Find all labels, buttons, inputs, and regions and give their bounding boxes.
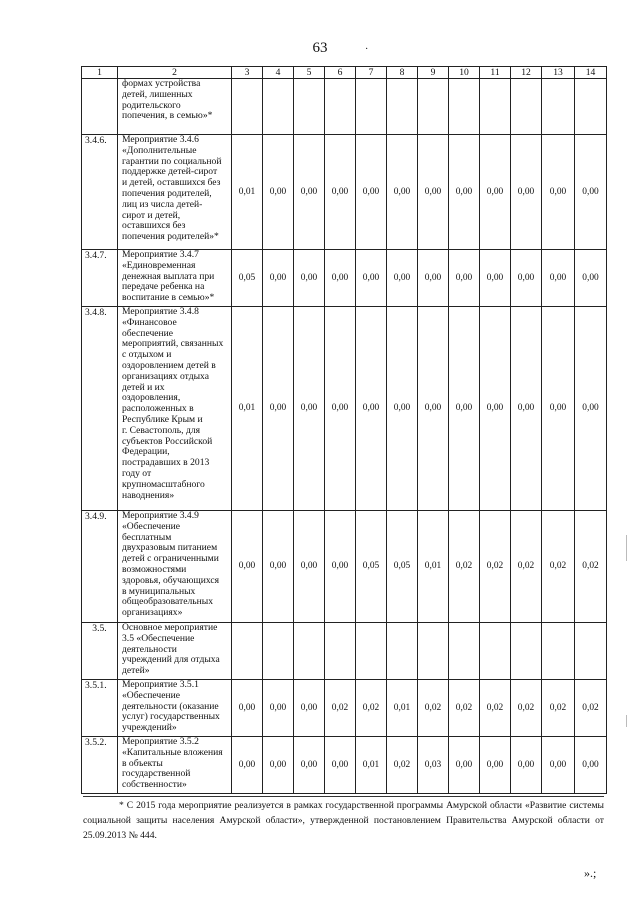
row-name-line: двухразовым питанием [122,542,218,554]
page-mark: · [365,44,369,55]
row-name-line: Республике Крым и [122,413,203,425]
row-code: 3.5.1. [82,680,118,737]
row-value: 0,02 [575,511,607,623]
row-value [542,79,575,135]
column-header: 5 [294,67,325,79]
row-name-line: здоровья, обучающихся [122,574,220,586]
row-name [118,511,232,623]
row-value: 0,00 [511,307,542,511]
program-table [81,66,607,794]
row-value: 0,00 [294,511,325,623]
row-value: 0,05 [232,250,263,307]
row-value: 0,00 [294,307,325,511]
row-value: 0,00 [294,680,325,737]
table-row [82,680,607,737]
row-value: 0,00 [387,307,418,511]
row-name-line: попечения родителей»* [122,231,219,243]
row-value: 0,00 [263,737,294,794]
row-value: 0,00 [542,135,575,250]
row-value: 0,00 [294,135,325,250]
row-name-line: пострадавших в 2013 [122,457,210,469]
row-name [118,680,232,737]
row-value: 0,00 [575,135,607,250]
row-name-line: формах устройства [122,78,201,89]
closing-semicolon: ; [593,866,597,880]
row-name-line: г. Севастополь, для [122,424,201,436]
column-header: 14 [575,67,607,79]
column-header: 9 [418,67,449,79]
footnote-text: * С 2015 года мероприятие реализуется в рамках государственной программы Амурской области «Развитие системы социальной защиты населения Амурской области», утвержденной постановлением Правительства Амурской области от 25.09.2013 № 444. [83,800,604,842]
row-value [356,623,387,680]
row-name-line: детей, лишенных [122,88,193,100]
row-name-line: родительского [122,99,181,111]
row-name-line: услуг) государственных [122,711,220,723]
table-row [82,79,607,135]
row-name-line: возможностями [122,563,187,575]
row-name-line: организациях» [122,607,183,619]
row-value [542,623,575,680]
column-header: 8 [387,67,418,79]
row-value: 0,01 [418,511,449,623]
row-name-line: Федерации, [122,446,170,458]
row-name-line: Основное мероприятие [122,622,218,633]
table-body [82,79,607,794]
footnote-divider [83,796,604,797]
row-value: 0,00 [294,737,325,794]
row-name-line: детей и их [122,381,165,393]
row-value: 0,02 [542,511,575,623]
table-row [82,623,607,680]
row-value: 0,00 [232,511,263,623]
row-name-line: оздоровлением детей в [122,359,216,371]
row-value: 0,00 [356,250,387,307]
row-value: 0,00 [575,250,607,307]
edge-mark [626,715,627,727]
row-value: 0,02 [449,511,480,623]
row-value: 0,00 [449,250,480,307]
row-value [387,79,418,135]
row-name-line: Мероприятие 3.4.6 [122,134,199,145]
row-value: 0,02 [480,511,511,623]
footnote [83,798,604,844]
row-name-line: Мероприятие 3.4.7 [122,249,199,260]
row-value: 0,00 [449,135,480,250]
row-value: 0,00 [356,307,387,511]
row-value: 0,00 [418,135,449,250]
row-value [232,623,263,680]
row-name-line: собственности» [122,779,187,791]
row-value [356,79,387,135]
row-value: 0,00 [480,307,511,511]
row-name [118,737,232,794]
row-value: 0,00 [418,307,449,511]
row-name-line: оставшихся без [122,220,186,232]
row-value [325,79,356,135]
row-name-line: передаче ребенка на [122,281,205,293]
row-name [118,135,232,250]
row-name-line: поддержке детей-сирот [122,166,218,178]
column-header: 12 [511,67,542,79]
row-name [118,79,232,135]
row-name-line: в муниципальных [122,585,196,597]
row-name-line: сирот и детей, [122,209,181,221]
row-value: 0,00 [294,250,325,307]
row-value: 0,00 [449,737,480,794]
row-value: 0,00 [325,307,356,511]
row-value [232,79,263,135]
column-header: 1 [82,67,118,79]
row-code: 3.5.2. [82,737,118,794]
row-value: 0,00 [480,250,511,307]
row-code: 3.5. [82,623,118,680]
row-name-line: лиц из числа детей- [122,198,203,210]
row-value: 0,02 [325,680,356,737]
row-value [575,623,607,680]
closing-quote: ». [584,866,593,880]
row-value: 0,00 [263,250,294,307]
row-value: 0,00 [542,307,575,511]
row-value [511,623,542,680]
column-header: 6 [325,67,356,79]
row-value [294,79,325,135]
row-value [480,623,511,680]
row-name-line: организациях отдыха [122,370,209,382]
row-value: 0,02 [575,680,607,737]
row-name-line: «Единовременная [122,259,196,271]
row-name-line: Мероприятие 3.4.9 [122,510,199,521]
row-name-line: Мероприятие 3.5.1 [122,679,199,690]
row-name-line: детей с ограниченными [122,553,219,565]
row-value: 0,00 [263,135,294,250]
row-code: 3.4.6. [82,135,118,250]
row-value: 0,02 [418,680,449,737]
row-name-line: гарантии по социальной [122,155,222,167]
row-name-line: общеобразовательных [122,596,213,608]
row-name-line: детей» [122,665,150,677]
row-name-line: 3.5 «Обеспечение [122,632,195,644]
row-name [118,307,232,511]
row-value: 0,00 [263,511,294,623]
row-name-line: «Дополнительные [122,144,197,156]
row-value: 0,00 [356,135,387,250]
row-value [294,623,325,680]
row-value: 0,02 [511,511,542,623]
row-value: 0,00 [449,307,480,511]
row-value: 0,03 [418,737,449,794]
row-value: 0,00 [418,250,449,307]
row-name-line: мероприятий, связанных [122,338,224,350]
row-value: 0,00 [575,737,607,794]
row-value: 0,01 [356,737,387,794]
row-value: 0,00 [325,135,356,250]
row-value [449,79,480,135]
row-value [418,79,449,135]
table-row [82,250,607,307]
row-name [118,623,232,680]
row-value: 0,00 [542,737,575,794]
row-value: 0,02 [449,680,480,737]
row-code: 3.4.8. [82,307,118,511]
row-value: 0,00 [263,680,294,737]
row-code: 3.4.9. [82,511,118,623]
row-name-line: учреждений для отдыха [122,654,220,666]
table-row [82,737,607,794]
row-value: 0,00 [232,737,263,794]
row-value: 0,01 [387,680,418,737]
row-code: 3.4.7. [82,250,118,307]
row-name-line: попечения родителей, [122,187,212,199]
row-value [387,623,418,680]
row-name-line: и детей, оставшихся без [122,177,221,189]
row-name-line: субъектов Российской [122,435,213,447]
row-name-line: в объекты [122,757,163,769]
row-value: 0,02 [511,680,542,737]
row-name-line: денежная выплата при [122,270,215,282]
row-value [263,79,294,135]
row-name-line: году от [122,467,152,479]
column-header: 11 [480,67,511,79]
row-value: 0,00 [511,135,542,250]
page-number [0,40,640,57]
row-name-line: «Капитальные вложения [122,746,223,758]
row-value [575,79,607,135]
edge-mark [626,535,627,561]
row-value: 0,00 [325,737,356,794]
column-header: 7 [356,67,387,79]
row-name-line: обеспечение [122,327,174,339]
row-name-line: «Обеспечение [122,520,180,532]
row-name-line: крупномасштабного [122,478,205,490]
row-value [511,79,542,135]
column-header: 2 [118,67,232,79]
row-value [449,623,480,680]
row-name-line: оздоровления, [122,392,181,404]
row-value: 0,00 [263,307,294,511]
header-row [82,67,607,79]
row-code [82,79,118,135]
column-header: 4 [263,67,294,79]
row-value: 0,00 [387,250,418,307]
row-value: 0,00 [511,250,542,307]
row-value [263,623,294,680]
table-row [82,307,607,511]
row-value: 0,00 [575,307,607,511]
page-number-text: 63 [312,40,328,56]
row-value: 0,00 [511,737,542,794]
row-value: 0,00 [325,511,356,623]
row-name-line: с отдыхом и [122,349,172,361]
row-name-line: воспитание в семью»* [122,292,215,304]
row-name-line: бесплатным [122,531,172,543]
table-row [82,511,607,623]
row-name-line: учреждений» [122,722,177,734]
row-name-line: Мероприятие 3.5.2 [122,736,199,747]
row-value [418,623,449,680]
closing-mark [584,866,596,881]
row-value: 0,00 [542,250,575,307]
column-header: 13 [542,67,575,79]
row-value: 0,05 [356,511,387,623]
row-name-line: «Финансовое [122,316,177,328]
row-value: 0,05 [387,511,418,623]
row-value: 0,02 [480,680,511,737]
row-value: 0,00 [387,135,418,250]
row-value: 0,02 [542,680,575,737]
row-value: 0,02 [356,680,387,737]
row-name-line: расположенных в [122,403,194,415]
table-row [82,135,607,250]
row-value: 0,00 [480,135,511,250]
row-value: 0,02 [387,737,418,794]
column-header: 10 [449,67,480,79]
row-value: 0,00 [325,250,356,307]
row-value [325,623,356,680]
row-value: 0,00 [232,680,263,737]
column-header: 3 [232,67,263,79]
row-name-line: деятельности (оказание [122,700,219,712]
row-value: 0,00 [480,737,511,794]
row-name [118,250,232,307]
row-name-line: «Обеспечение [122,689,180,701]
row-name-line: попечения, в семью»* [122,110,213,122]
row-value [480,79,511,135]
row-value: 0,01 [232,307,263,511]
row-name-line: государственной [122,768,191,780]
row-name-line: деятельности [122,643,177,655]
row-name-line: наводнения» [122,489,175,501]
row-name-line: Мероприятие 3.4.8 [122,306,199,317]
row-value: 0,01 [232,135,263,250]
